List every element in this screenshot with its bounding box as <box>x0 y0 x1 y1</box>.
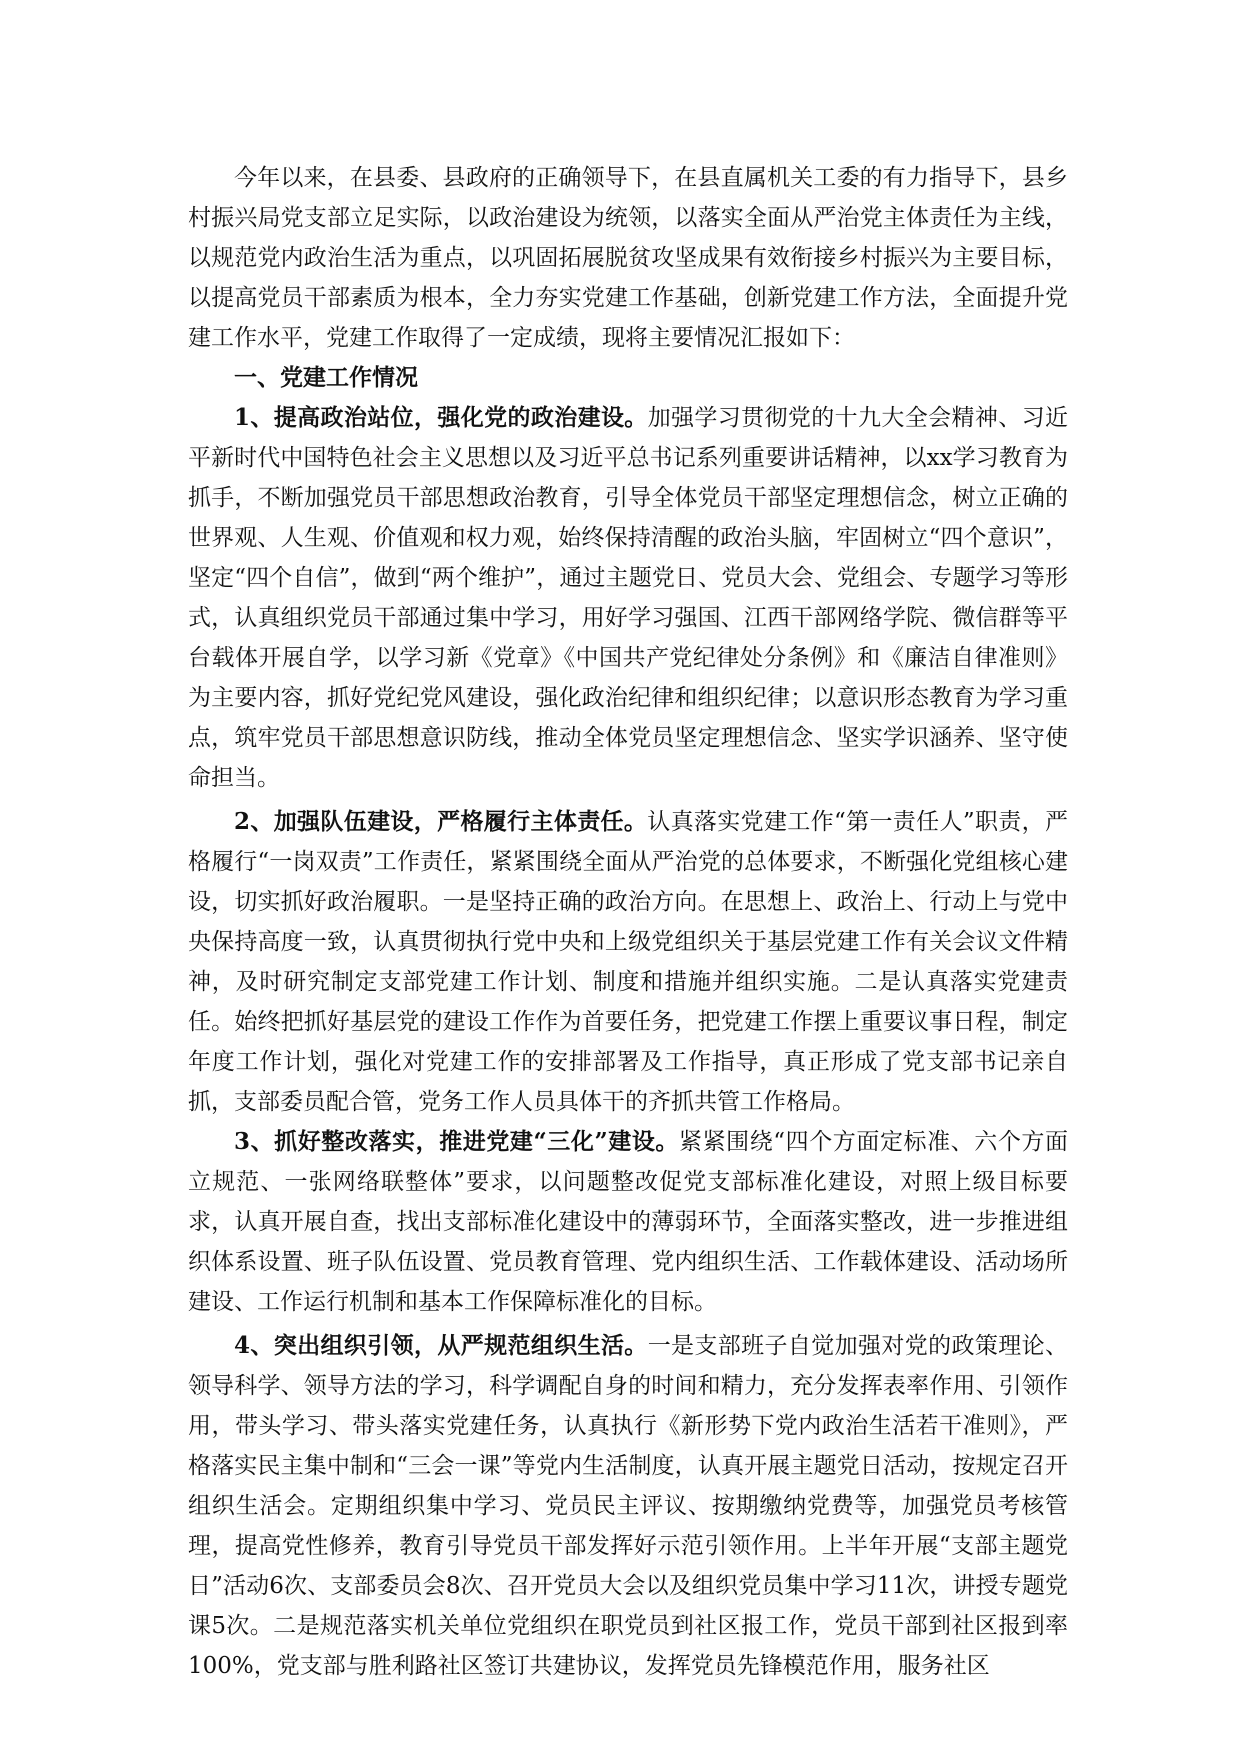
item-2-paragraph <box>188 802 1068 1122</box>
item-2-lead: 2、加强队伍建设，严格履行主体责任。 <box>234 808 648 835</box>
item-3-body: 紧紧围绕“四个方面定标准、六个方面立规范、一张网络联整体”要求，以问题整改促党支部标准化建设，对照上级目标要求，认真开展自查，找出支部标准化建设中的薄弱环节，全面落实整改，进一步推进组织体系设置、班子队伍设置、党员教育管理、党内组织生活、工作载体建设、活动场所建设、工作运行机制和基本工作保障标准化的目标。 <box>188 1129 1068 1315</box>
item-1-body: 加强学习贯彻党的十九大全会精神、习近平新时代中国特色社会主义思想以及习近平总书记系列重要讲话精神，以xx学习教育为抓手，不断加强党员干部思想政治教育，引导全体党员干部坚定理想信念，树立正确的世界观、人生观、价值观和权力观，始终保持清醒的政治头脑，牢固树立“四个意识”，坚定“四个自信”，做到“两个维护”，通过主题党日、党员大会、党组会、专题学习等形式，认真组织党员干部通过集中学习，用好学习强国、江西干部网络学院、微信群等平台载体开展自学，以学习新《党章》《中国共产党纪律处分条例》和《廉洁自律准则》为主要内容，抓好党纪党风建设，强化政治纪律和组织纪律；以意识形态教育为学习重点，筑牢党员干部思想意识防线，推动全体党员坚定理想信念、坚实学识涵养、坚守使命担当。 <box>188 405 1068 791</box>
item-1-paragraph <box>188 398 1068 798</box>
item-4-lead: 4、突出组织引领，从严规范组织生活。 <box>234 1332 648 1359</box>
item-4-paragraph <box>188 1326 1068 1686</box>
section-heading: 一、党建工作情况 <box>234 364 418 391</box>
document-body <box>188 158 1068 1686</box>
item-3-lead: 3、抓好整改落实，推进党建“三化”建设。 <box>234 1128 679 1155</box>
item-1-lead: 1、提高政治站位，强化党的政治建设。 <box>234 404 648 431</box>
intro-paragraph: 今年以来，在县委、县政府的正确领导下，在县直属机关工委的有力指导下，县乡村振兴局党支部立足实际，以政治建设为统领，以落实全面从严治党主体责任为主线，以规范党内政治生活为重点，以巩固拓展脱贫攻坚成果有效衔接乡村振兴为主要目标，以提高党员干部素质为根本，全力夯实党建工作基础，创新党建工作方法，全面提升党建工作水平，党建工作取得了一定成绩，现将主要情况汇报如下： <box>188 165 1068 351</box>
item-2-body: 认真落实党建工作“第一责任人”职责，严格履行“一岗双责”工作责任，紧紧围绕全面从严治党的总体要求，不断强化党组核心建设，切实抓好政治履职。一是坚持正确的政治方向。在思想上、政治上、行动上与党中央保持高度一致，认真贯彻执行党中央和上级党组织关于基层党建工作有关会议文件精神，及时研究制定支部党建工作计划、制度和措施并组织实施。二是认真落实党建责任。始终把抓好基层党的建设工作作为首要任务，把党建工作摆上重要议事日程，制定年度工作计划，强化对党建工作的安排部署及工作指导，真正形成了党支部书记亲自抓，支部委员配合管，党务工作人员具体干的齐抓共管工作格局。 <box>188 809 1068 1115</box>
item-3-paragraph <box>188 1122 1068 1322</box>
item-4-body: 一是支部班子自觉加强对党的政策理论、领导科学、领导方法的学习，科学调配自身的时间和精力，充分发挥表率作用、引领作用，带头学习、带头落实党建任务，认真执行《新形势下党内政治生活若干准则》，严格落实民主集中制和“三会一课”等党内生活制度，认真开展主题党日活动，按规定召开组织生活会。定期组织集中学习、党员民主评议、按期缴纳党费等，加强党员考核管理，提高党性修养，教育引导党员干部发挥好示范引领作用。上半年开展“支部主题党日”活动6次、支部委员会8次、召开党员大会以及组织党员集中学习11次，讲授专题党课5次。二是规范落实机关单位党组织在职党员到社区报工作，党员干部到社区报到率100%，党支部与胜利路社区签订共建协议，发挥党员先锋模范作用，服务社区 <box>188 1333 1068 1679</box>
